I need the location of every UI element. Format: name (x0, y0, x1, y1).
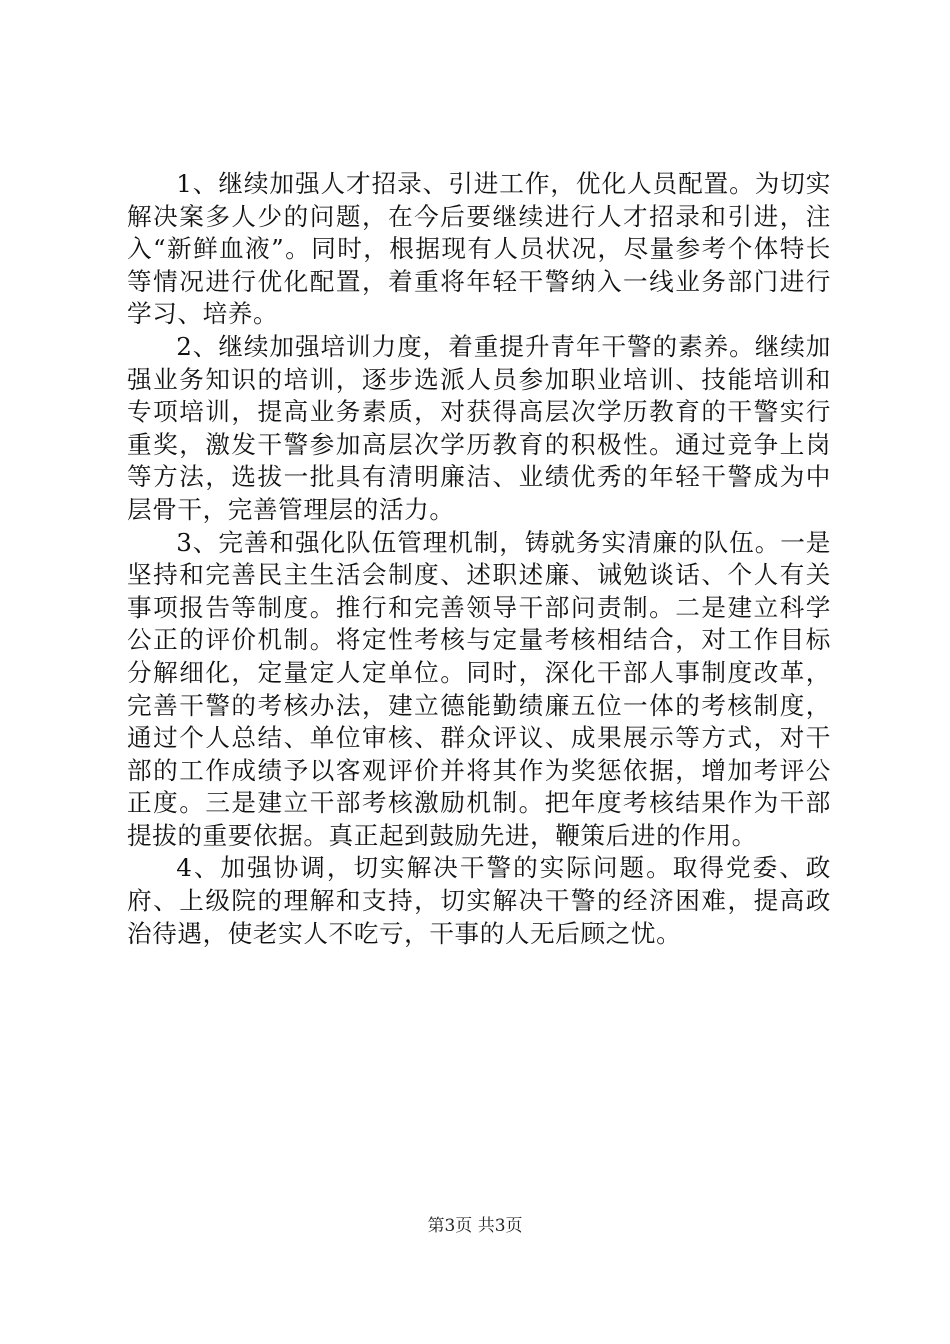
paragraph-2: 2、继续加强培训力度，着重提升青年干警的素养。继续加强业务知识的培训，逐步选派人员参加职业培训、技能培训和专项培训，提高业务素质，对获得高层次学历教育的干警实行重奖，激发干警参加高层次学历教育的积极性。通过竞争上岗等方法，选拔一批具有清明廉洁、业绩优秀的年轻干警成为中层骨干，完善管理层的活力。 (127, 331, 831, 524)
page-number-footer: 第3页 共3页 (427, 1216, 523, 1236)
paragraph-1: 1、继续加强人才招录、引进工作，优化人员配置。为切实解决案多人少的问题，在今后要继续进行人才招录和引进，注入“新鲜血液”。同时，根据现有人员状况，尽量参考个体特长等情况进行优化配置，着重将年轻干警纳入一线业务部门进行学习、培养。 (127, 169, 831, 329)
paragraph-3: 3、完善和强化队伍管理机制，铸就务实清廉的队伍。一是坚持和完善民主生活会制度、述职述廉、诫勉谈话、个人有关事项报告等制度。推行和完善领导干部问责制。二是建立科学公正的评价机制。将定性考核与定量考核相结合，对工作目标分解细化，定量定人定单位。同时，深化干部人事制度改革，完善干警的考核办法，建立德能勤绩廉五位一体的考核制度，通过个人总结、单位审核、群众评议、成果展示等方式，对干部的工作成绩予以客观评价并将其作为奖惩依据，增加考评公正度。三是建立干部考核激励机制。把年度考核结果作为干部提拔的重要依据。真正起到鼓励先进，鞭策后进的作用。 (127, 527, 831, 850)
document-body (127, 168, 831, 950)
paragraph-4: 4、加强协调，切实解决干警的实际问题。取得党委、政府、上级院的理解和支持，切实解决干警的经济困难，提高政治待遇，使老实人不吃亏，干事的人无后顾之忧。 (127, 853, 831, 948)
